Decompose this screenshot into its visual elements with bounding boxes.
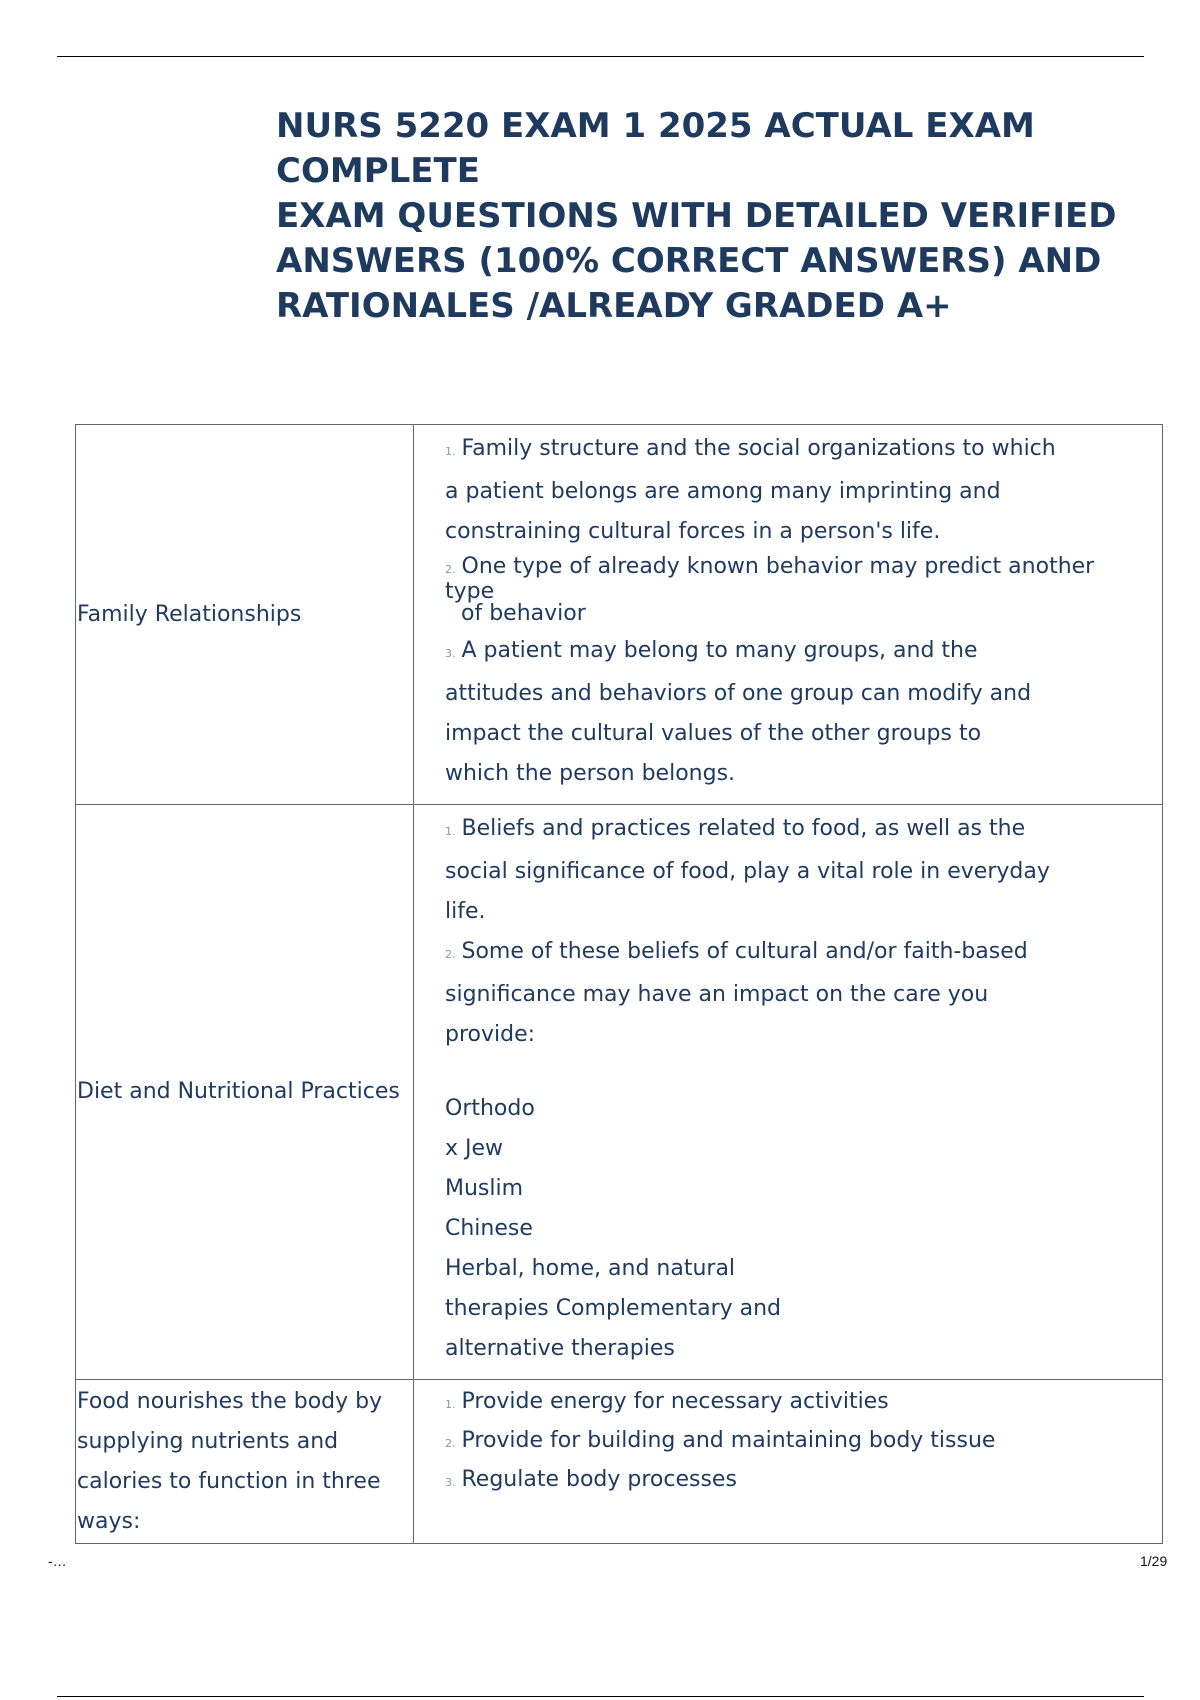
title-line: RATIONALES /ALREADY GRADED A+ (276, 286, 952, 326)
header-rule (57, 56, 1144, 57)
title-line: NURS 5220 EXAM 1 2025 ACTUAL EXAM COMPLETE (276, 106, 1035, 191)
item-text: of behavior (461, 601, 586, 626)
item-text: attitudes and behaviors of one group can modify and (445, 681, 1032, 706)
document-title (276, 104, 1156, 329)
item-number: 2. (445, 563, 456, 576)
group-list-item: alternative therapies (445, 1336, 675, 1361)
item-text: Beliefs and practices related to food, as well as the (461, 816, 1026, 841)
item-number: 1. (445, 445, 456, 458)
item-number: 1. (445, 1398, 456, 1411)
label-line: supplying nutrients and (77, 1429, 339, 1454)
page-number: 1/29 (1140, 1553, 1168, 1569)
label-line: calories to function in three (77, 1469, 381, 1494)
list-item (445, 429, 1144, 552)
item-text: life. (445, 899, 486, 924)
item-text: A patient may belong to many groups, and the (461, 638, 978, 663)
item-text: Provide for building and maintaining body tissue (461, 1428, 996, 1453)
item-text: Provide energy for necessary activities (461, 1389, 889, 1414)
row-details-diet-nutritional-practices (414, 805, 1163, 1380)
row-details-family-relationships (414, 425, 1163, 805)
spacer (445, 1055, 1144, 1089)
group-list-item: Chinese (445, 1216, 533, 1241)
label-line: Food nourishes the body by (77, 1389, 383, 1414)
group-list-item: x Jew (445, 1136, 504, 1161)
item-text: significance may have an impact on the care you (445, 982, 989, 1007)
group-list-item: therapies Complementary and (445, 1296, 782, 1321)
title-line: EXAM QUESTIONS WITH DETAILED VERIFIED (276, 196, 1117, 236)
group-list (445, 1089, 1144, 1369)
item-text: constraining cultural forces in a person's life. (445, 519, 941, 544)
item-text: social significance of food, play a vital role in everyday (445, 859, 1050, 884)
item-number: 2. (445, 948, 456, 961)
list-item (445, 809, 1144, 932)
row-label-food-nourishes (76, 1380, 414, 1544)
item-number: 3. (445, 1476, 456, 1489)
table-row (76, 1380, 1163, 1544)
item-text: Family structure and the social organizations to which (461, 436, 1056, 461)
item-text: which the person belongs. (445, 761, 736, 786)
item-number: 2. (445, 1437, 456, 1450)
group-list-item: Muslim (445, 1176, 524, 1201)
item-text: impact the cultural values of the other groups to (445, 721, 982, 746)
item-text: a patient belongs are among many imprinting and (445, 479, 1001, 504)
row-label-diet-nutritional-practices: Diet and Nutritional Practices (76, 805, 414, 1380)
list-item (445, 1384, 1144, 1423)
footer-rule (57, 1696, 1144, 1697)
label-line: ways: (77, 1509, 141, 1534)
content-table (75, 424, 1163, 1544)
item-number: 1. (445, 825, 456, 838)
item-text: Regulate body processes (461, 1467, 737, 1492)
row-details-food-nourishes (414, 1380, 1163, 1544)
item-text: One type of already known behavior may predict another type (445, 554, 1095, 604)
item-text: Some of these beliefs of cultural and/or faith-based (461, 939, 1028, 964)
item-text: provide: (445, 1022, 536, 1047)
list-item (445, 932, 1144, 1055)
list-item (445, 1462, 1144, 1501)
title-line: ANSWERS (100% CORRECT ANSWERS) AND (276, 241, 1102, 281)
group-list-item: Orthodo (445, 1096, 535, 1121)
footer-left: -… (48, 1553, 67, 1569)
row-label-family-relationships: Family Relationships (76, 425, 414, 805)
table-row (76, 805, 1163, 1380)
list-item (445, 1423, 1144, 1462)
list-item (445, 552, 1144, 631)
table-row (76, 425, 1163, 805)
item-number: 3. (445, 647, 456, 660)
list-item (445, 631, 1144, 794)
group-list-item: Herbal, home, and natural (445, 1256, 736, 1281)
